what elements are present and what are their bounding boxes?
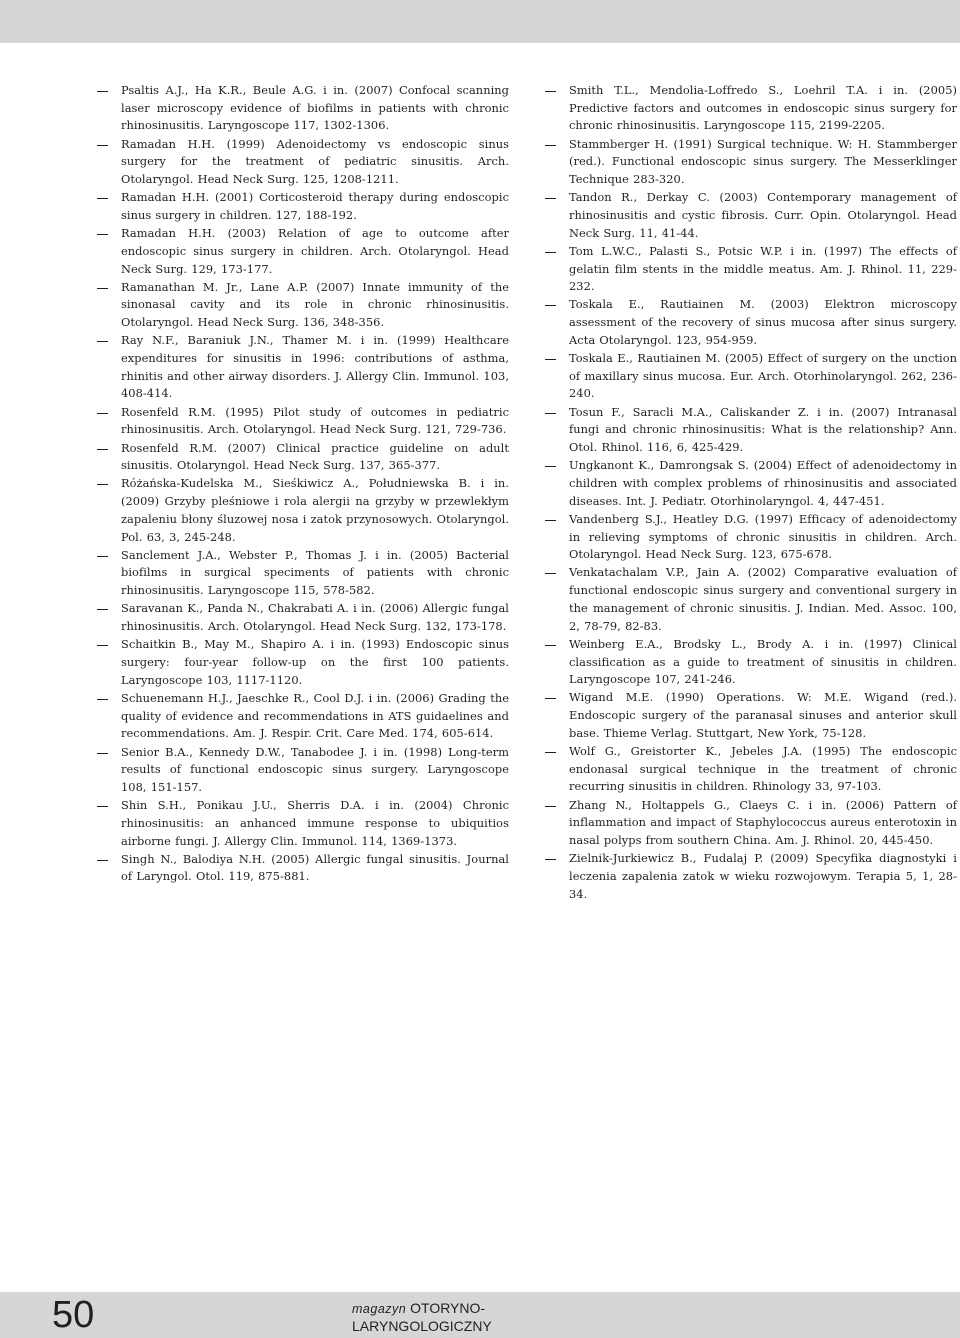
reference-item: Venkatachalam V.P., Jain A. (2002) Comparative evaluation of functional endoscopic sinus surgery and conventional surgery in the management of chronic sinusitis. J. Indian. Med. Assoc. 100, 2, 78-79, 82-83. bbox=[545, 564, 957, 635]
reference-item: Ramadan H.H. (2001) Corticosteroid therapy during endoscopic sinus surgery in children. 127, 188-192. bbox=[97, 189, 509, 224]
reference-item: Ramanathan M. Jr., Lane A.P. (2007) Innate immunity of the sinonasal cavity and its role in chronic rhinosinusitis. Otolaryngol. Head Neck Surg. 136, 348-356. bbox=[97, 279, 509, 332]
reference-item: Zielnik-Jurkiewicz B., Fudalaj P. (2009) Specyfika diagnostyki i leczenia zapalenia zatok w wieku rozwojowym. Terapia 5, 1, 28-34. bbox=[545, 850, 957, 903]
reference-item: Stammberger H. (1991) Surgical technique. W: H. Stammberger (red.). Functional endoscopic sinus surgery. The Messerklinger Technique 283-320. bbox=[545, 136, 957, 189]
reference-item: Rosenfeld R.M. (2007) Clinical practice guideline on adult sinusitis. Otolaryngol. Head Neck Surg. 137, 365-377. bbox=[97, 440, 509, 475]
reference-item: Weinberg E.A., Brodsky L., Brody A. i in. (1997) Clinical classification as a guide to treatment of sinusitis in children. Laryngoscope 107, 241-246. bbox=[545, 636, 957, 689]
reference-item: Psaltis A.J., Ha K.R., Beule A.G. i in. (2007) Confocal scanning laser microscopy evidence of biofilms in patients with chronic rhinosinusitis. Laryngoscope 117, 1302-1306. bbox=[97, 82, 509, 135]
page-number: 50 bbox=[52, 1294, 95, 1336]
reference-item: Różańska-Kudelska M., Sieśkiwicz A., Południewska B. i in. (2009) Grzyby pleśniowe i rola alergii na grzyby w przewlekłym zapaleniu błony śluzowej nosa i zatok przynosowych. Otolaryngol. Pol. 63, 3, 245-248. bbox=[97, 475, 509, 546]
top-header-bar bbox=[0, 0, 960, 43]
magazine-title-line1 bbox=[352, 1300, 485, 1316]
reference-item: Tosun F., Saracli M.A., Caliskander Z. i in. (2007) Intranasal fungi and chronic rhinosinusitis: What is the relationship? Ann. Otol. Rhinol. 116, 6, 425-429. bbox=[545, 404, 957, 457]
reference-item: Ray N.F., Baraniuk J.N., Thamer M. i in. (1999) Healthcare expenditures for sinusitis in 1996: contributions of asthma, rhinitis and other airway disorders. J. Allergy Clin. Immunol. 103, 408-414. bbox=[97, 332, 509, 403]
reference-item: Vandenberg S.J., Heatley D.G. (1997) Efficacy of adenoidectomy in relieving symptoms of chronic sinusitis in children. Arch. Otolaryngol. Head Neck Surg. 123, 675-678. bbox=[545, 511, 957, 564]
reference-item: Wigand M.E. (1990) Operations. W: M.E. Wigand (red.). Endoscopic surgery of the paranasal sinuses and anterior skull base. Thieme Verlag. Stuttgart, New York, 75-128. bbox=[545, 689, 957, 742]
reference-item: Shin S.H., Ponikau J.U., Sherris D.A. i in. (2004) Chronic rhinosinusitis: an anhanced immune response to ubiquitios airborne fungi. J. Allergy Clin. Immunol. 114, 1369-1373. bbox=[97, 797, 509, 850]
references-column-right bbox=[545, 82, 957, 904]
reference-item: Ungkanont K., Damrongsak S. (2004) Effect of adenoidectomy in children with complex problems of rhinosinusitis and associated diseases. Int. J. Pediatr. Otorhinolaryngol. 4, 447-451. bbox=[545, 457, 957, 510]
magazine-title-line2: LARYNGOLOGICZNY bbox=[352, 1318, 492, 1334]
reference-item: Zhang N., Holtappels G., Claeys C. i in. (2006) Pattern of inflammation and impact of Staphylococcus aureus enterotoxin in nasal polyps from southern China. Am. J. Rhinol. 20, 445-450. bbox=[545, 797, 957, 850]
reference-item: Wolf G., Greistorter K., Jebeles J.A. (1995) The endoscopic endonasal surgical technique in the treatment of chronic recurring sinusitis in children. Rhinology 33, 97-103. bbox=[545, 743, 957, 796]
magazine-word: magazyn bbox=[352, 1302, 407, 1316]
reference-item: Ramadan H.H. (2003) Relation of age to outcome after endoscopic sinus surgery in children. Arch. Otolaryngol. Head Neck Surg. 129, 173-177. bbox=[97, 225, 509, 278]
reference-item: Tandon R., Derkay C. (2003) Contemporary management of rhinosinusitis and cystic fibrosis. Curr. Opin. Otolaryngol. Head Neck Surg. 11, 41-44. bbox=[545, 189, 957, 242]
reference-item: Smith T.L., Mendolia-Loffredo S., Loehril T.A. i in. (2005) Predictive factors and outcomes in endoscopic sinus surgery for chronic rhinosinusitis. Laryngoscope 115, 2199-2205. bbox=[545, 82, 957, 135]
reference-item: Tom L.W.C., Palasti S., Potsic W.P. i in. (1997) The effects of gelatin film stents in the middle meatus. Am. J. Rhinol. 11, 229-232. bbox=[545, 243, 957, 296]
reference-item: Senior B.A., Kennedy D.W., Tanabodee J. i in. (1998) Long-term results of functional endoscopic sinus surgery. Laryngoscope 108, 151-157. bbox=[97, 744, 509, 797]
references-column-left bbox=[97, 82, 509, 887]
reference-item: Singh N., Balodiya N.H. (2005) Allergic fungal sinusitis. Journal of Laryngol. Otol. 119, 875-881. bbox=[97, 851, 509, 886]
reference-item: Sanclement J.A., Webster P., Thomas J. i in. (2005) Bacterial biofilms in surgical speciments of patients with chronic rhinosinusitis. Laryngoscope 115, 578-582. bbox=[97, 547, 509, 600]
reference-item: Schaitkin B., May M., Shapiro A. i in. (1993) Endoscopic sinus surgery: four-year follow-up on the first 100 patients. Laryngoscope 103, 1117-1120. bbox=[97, 636, 509, 689]
reference-item: Ramadan H.H. (1999) Adenoidectomy vs endoscopic sinus surgery for the treatment of pediatric sinusitis. Arch. Otolaryngol. Head Neck Surg. 125, 1208-1211. bbox=[97, 136, 509, 189]
reference-item: Saravanan K., Panda N., Chakrabati A. i in. (2006) Allergic fungal rhinosinusitis. Arch. Otolaryngol. Head Neck Surg. 132, 173-178. bbox=[97, 600, 509, 635]
magazine-title-part1: OTORYNO- bbox=[410, 1300, 486, 1316]
reference-item: Rosenfeld R.M. (1995) Pilot study of outcomes in pediatric rhinosinusitis. Arch. Otolaryngol. Head Neck Surg. 121, 729-736. bbox=[97, 404, 509, 439]
reference-item: Toskala E., Rautiainen M. (2005) Effect of surgery on the unction of maxillary sinus mucosa. Eur. Arch. Otorhinolaryngol. 262, 236-240. bbox=[545, 350, 957, 403]
reference-item: Toskala E., Rautiainen M. (2003) Elektron microscopy assessment of the recovery of sinus mucosa after sinus surgery. Acta Otolaryngol. 123, 954-959. bbox=[545, 296, 957, 349]
reference-item: Schuenemann H.J., Jaeschke R., Cool D.J. i in. (2006) Grading the quality of evidence and recommendations in ATS guidaelines and recommendations. Am. J. Respir. Crit. Care Med. 174, 605-614. bbox=[97, 690, 509, 743]
